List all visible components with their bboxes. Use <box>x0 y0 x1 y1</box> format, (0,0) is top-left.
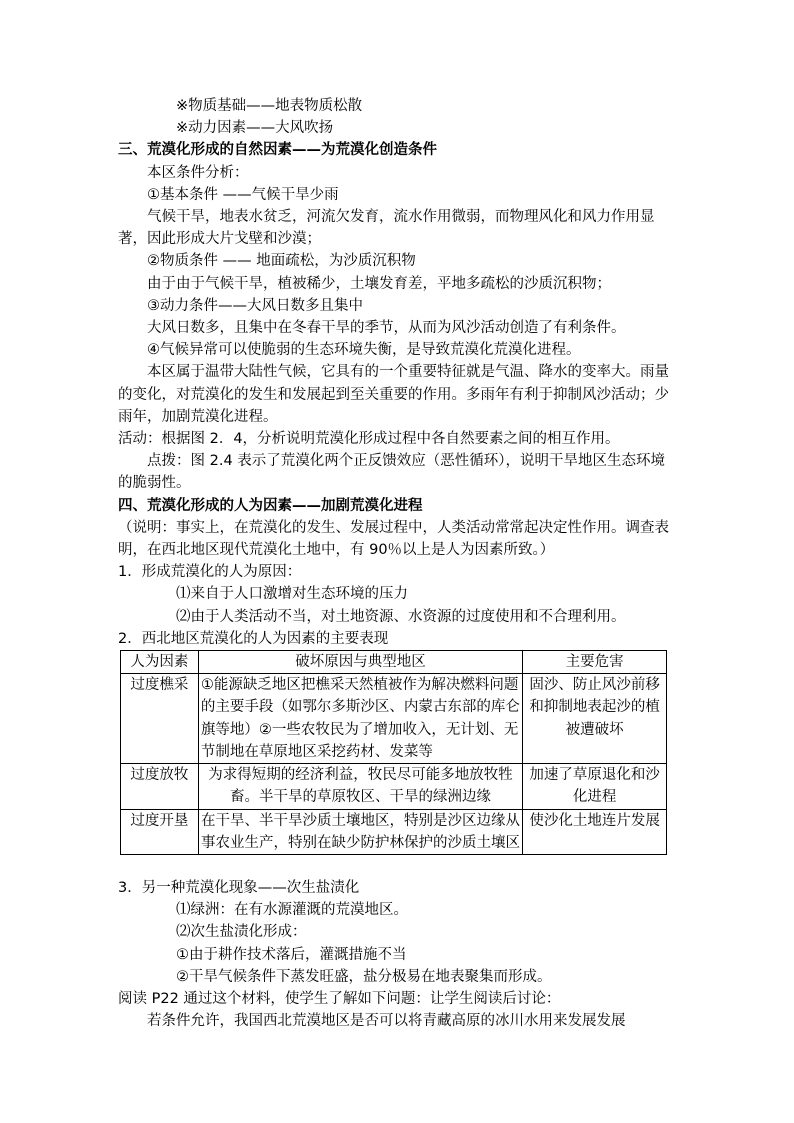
paragraph: 气候干旱，地表水贫乏，河流欠发育，流水作用微弱，而物理风化和风力作用显著，因此形成大片戈壁和沙漠； <box>118 209 655 248</box>
table-cell: ①能源缺乏地区把樵采天然植被作为解决燃料问题的主要手段（如鄂尔多斯沙区、内蒙古东部的库仑旗等地）②一些农牧民为了增加收入，无计划、无节制地在草原地区采挖药材、发菜等 <box>198 674 522 764</box>
text-line: ②物质条件 —— 地面疏松，为沙质沉积物 <box>147 253 416 270</box>
text-line: ①由于耕作技术落后，灌溉措施不当 <box>176 946 407 963</box>
text-line: ②干旱气候条件下蒸发旺盛，盐分极易在地表聚集而形成。 <box>176 968 552 985</box>
activity-line: 活动：根据图 2．4，分析说明荒漠化形成过程中各自然要素之间的相互作用。 <box>118 431 620 448</box>
document-page <box>118 95 678 1032</box>
table-row <box>121 809 667 854</box>
text-line: 本区条件分析： <box>147 164 249 181</box>
text-line: ⑴来自于人口激增对生态环境的压力 <box>176 586 408 603</box>
text-line: 3．另一种荒漠化现象——次生盐渍化 <box>118 879 360 896</box>
table-cell: 过度放牧 <box>121 764 199 809</box>
text-line: ⑵次生盐渍化形成： <box>176 924 307 941</box>
paragraph: 本区属于温带大陆性气候，它具有的一个重要特征就是气温、降水的变率大。雨量的变化，对荒漠化的发生和发展起到至关重要的作用。多雨年有利于抑制风沙活动；少雨年，加剧荒漠化进程。 <box>118 364 669 425</box>
section-4-heading: 四、荒漠化形成的人为因素——加剧荒漠化进程 <box>118 497 423 514</box>
text-line: ※物质基础——地表物质松散 <box>176 98 363 114</box>
text-line: ⑴绿洲：在有水源灌溉的荒漠地区。 <box>176 902 408 919</box>
table-cell: 加速了草原退化和沙化进程 <box>523 764 667 809</box>
text-line: ※动力因素——大风吹扬 <box>176 120 334 137</box>
table-cell: 过度开垦 <box>121 809 199 854</box>
reading-line: 阅读 P22 通过这个材料，使学生了解如下问题：让学生阅读后讨论： <box>118 990 561 1007</box>
human-factors-table <box>120 650 667 855</box>
table-cell: 在干旱、半干旱沙质土壤地区，特别是沙区边缘从事农业生产，特别在缺少防护林保护的沙质土壤区 <box>198 809 522 854</box>
table-cell: 使沙化土地连片发展 <box>523 809 667 854</box>
section-3-heading: 三、荒漠化形成的自然因素——为荒漠化创造条件 <box>118 142 437 159</box>
table-header-cell: 破坏原因与典型地区 <box>198 651 522 674</box>
text-line: 由于由于气候干旱，植被稀少，土壤发育差，平地多疏松的沙质沉积物； <box>147 275 611 292</box>
table-cell: 为求得短期的经济利益，牧民尽可能多地放牧牲畜。半干旱的草原牧区、干旱的绿洲边缘 <box>198 764 522 809</box>
text-line: ③动力条件——大风日数多且集中 <box>147 297 363 314</box>
text-line: 若条件允许，我国西北荒漠地区是否可以将青藏高原的冰川水用来发展发展 <box>147 1013 626 1030</box>
text-line: ④气候异常可以使脆弱的生态环境失衡，是导致荒漠化荒漠化进程。 <box>147 342 581 359</box>
table-header-cell: 主要危害 <box>523 651 667 674</box>
hint-paragraph: 点拨：图 2.4 表示了荒漠化两个正反馈效应（恶性循环），说明干旱地区生态环境的脆弱性。 <box>118 453 666 492</box>
text-line: ①基本条件 ——气候干旱少雨 <box>147 186 339 203</box>
text-line: 2．西北地区荒漠化的人为因素的主要表现 <box>118 630 389 647</box>
table-row <box>121 674 667 764</box>
table-header-row <box>121 651 667 674</box>
table-cell: 过度樵采 <box>121 674 199 764</box>
table-row <box>121 764 667 809</box>
table-cell: 固沙、防止风沙前移和抑制地表起沙的植被遭破坏 <box>523 674 667 764</box>
table-header-cell: 人为因素 <box>121 651 199 674</box>
text-line: 大风日数多，且集中在冬春干旱的季节，从而为风沙活动创造了有利条件。 <box>147 320 626 337</box>
text-line: ⑵由于人类活动不当，对土地资源、水资源的过度使用和不合理利用。 <box>176 608 626 625</box>
note-paragraph: （说明：事实上，在荒漠化的发生、发展过程中，人类活动常常起决定性作用。调查表明，在西北地区现代荒漠化土地中，有 90％以上是人为因素所致。） <box>118 519 669 559</box>
text-line: 1．形成荒漠化的人为原因： <box>118 564 302 581</box>
